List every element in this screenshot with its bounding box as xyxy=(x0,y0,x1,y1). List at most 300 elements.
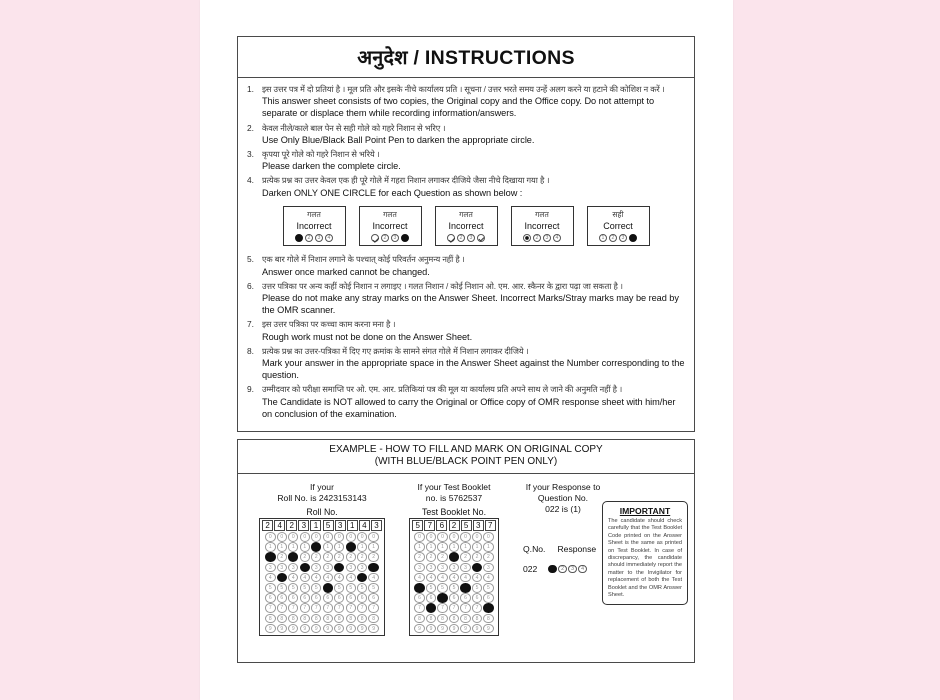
test-booklet-bubble[interactable]: 1 xyxy=(472,542,482,552)
roll-no-bubble[interactable]: 8 xyxy=(300,614,310,624)
test-booklet-bubble[interactable]: 7 xyxy=(449,603,459,613)
mark-example-label-english: Correct xyxy=(603,220,633,231)
roll-no-bubble[interactable]: 9 xyxy=(311,624,321,634)
test-booklet-bubble[interactable]: 1 xyxy=(483,542,493,552)
instruction-text-english: Please do not make any stray marks on the Answer Sheet. Incorrect Marks/Stray marks may be read by the OMR scanner. xyxy=(262,292,679,316)
test-booklet-bubble[interactable] xyxy=(483,603,493,613)
test-booklet-bubble[interactable] xyxy=(472,563,482,573)
roll-no-bubble[interactable]: 4 xyxy=(300,573,310,583)
roll-no-bubble[interactable]: 9 xyxy=(288,624,298,634)
test-booklet-bubble[interactable]: 1 xyxy=(426,542,436,552)
test-booklet-bubble[interactable]: 7 xyxy=(460,603,470,613)
roll-no-bubble[interactable]: 2 xyxy=(368,552,378,562)
test-booklet-bubble-row xyxy=(412,552,496,562)
roll-no-bubble[interactable]: 6 xyxy=(288,593,298,603)
roll-no-bubble[interactable] xyxy=(346,542,356,552)
test-booklet-bubble[interactable]: 3 xyxy=(460,563,470,573)
test-booklet-bubble[interactable]: 8 xyxy=(426,614,436,624)
roll-no-block xyxy=(252,482,392,636)
roll-no-bubble[interactable]: 4 xyxy=(368,573,378,583)
instructions-panel xyxy=(237,36,695,432)
test-booklet-bubble[interactable]: 4 xyxy=(483,573,493,583)
roll-no-bubble[interactable]: 5 xyxy=(368,583,378,593)
instruction-text-english: Answer once marked cannot be changed. xyxy=(262,266,430,277)
test-booklet-bubble[interactable]: 9 xyxy=(426,624,436,634)
roll-no-bubble[interactable]: 8 xyxy=(288,614,298,624)
test-booklet-digit-cell: 5 xyxy=(461,520,472,531)
test-booklet-bubble[interactable]: 1 xyxy=(460,542,470,552)
roll-no-bubble[interactable]: 2 xyxy=(334,552,344,562)
test-booklet-bubble[interactable]: 4 xyxy=(426,573,436,583)
roll-no-bubble[interactable]: 1 xyxy=(368,542,378,552)
response-answer-bubble[interactable]: 3 xyxy=(568,565,577,574)
roll-no-bubble[interactable]: 8 xyxy=(334,614,344,624)
answer-bubble: 2 xyxy=(305,234,314,243)
test-booklet-bubble-row xyxy=(412,624,496,634)
roll-no-digit-cell: 5 xyxy=(323,520,334,531)
roll-no-bubble[interactable]: 9 xyxy=(323,624,333,634)
roll-no-bubble[interactable]: 1 xyxy=(357,542,367,552)
instruction-text-hindi: उत्तर पत्रिका पर अन्य कहीं कोई निशान न लगाइए । गलत निशान / कोई निशान ओ. एम. आर. स्कैनर के द्वारा पढ़ा जा सकता है । xyxy=(262,281,623,291)
test-booklet-bubble[interactable]: 0 xyxy=(414,532,424,542)
instruction-text-hindi: एक बार गोले में निशान लगाने के पश्चात् कोई परिवर्तन अनुमन्य नहीं है । xyxy=(262,255,465,265)
roll-no-bubble-row xyxy=(262,542,382,552)
test-booklet-bubble[interactable] xyxy=(437,593,447,603)
roll-no-bubble[interactable]: 0 xyxy=(323,532,333,542)
response-table xyxy=(523,544,596,574)
roll-no-bubble[interactable]: 9 xyxy=(300,624,310,634)
test-booklet-bubble[interactable]: 2 xyxy=(426,552,436,562)
test-booklet-bubble[interactable] xyxy=(460,583,470,593)
roll-no-bubble[interactable]: 7 xyxy=(346,603,356,613)
roll-no-bubble[interactable]: 4 xyxy=(334,573,344,583)
test-booklet-bubble[interactable]: 2 xyxy=(414,552,424,562)
roll-no-bubble[interactable]: 8 xyxy=(368,614,378,624)
instruction-number: 2. xyxy=(247,122,254,133)
mark-example-label-hindi: गलत xyxy=(383,209,397,219)
roll-no-bubble[interactable]: 3 xyxy=(265,563,275,573)
response-table-row xyxy=(523,564,596,574)
test-booklet-digit-cell: 3 xyxy=(473,520,484,531)
response-caption-line1: If your Response to xyxy=(525,481,601,492)
instruction-text-english: Please darken the complete circle. xyxy=(262,161,401,172)
test-booklet-bubble[interactable]: 3 xyxy=(449,563,459,573)
roll-no-bubble[interactable]: 2 xyxy=(300,552,310,562)
roll-no-bubble[interactable]: 5 xyxy=(311,583,321,593)
test-booklet-bubble[interactable]: 7 xyxy=(472,603,482,613)
roll-no-bubble[interactable] xyxy=(277,573,287,583)
roll-no-bubble[interactable]: 7 xyxy=(277,603,287,613)
instruction-number: 9. xyxy=(247,384,254,395)
roll-no-bubble[interactable]: 4 xyxy=(288,573,298,583)
mark-example-box xyxy=(435,206,498,247)
test-booklet-bubble[interactable] xyxy=(449,552,459,562)
roll-no-bubble[interactable]: 0 xyxy=(368,532,378,542)
roll-no-digit-cell: 3 xyxy=(371,520,382,531)
test-booklet-grid[interactable] xyxy=(409,518,498,636)
roll-no-digit-cell: 2 xyxy=(286,520,297,531)
roll-no-bubble[interactable]: 4 xyxy=(346,573,356,583)
roll-no-bubble[interactable]: 9 xyxy=(368,624,378,634)
roll-no-bubble[interactable]: 0 xyxy=(346,532,356,542)
test-booklet-bubble[interactable]: 9 xyxy=(460,624,470,634)
instruction-number: 3. xyxy=(247,149,254,160)
roll-no-digit-row xyxy=(262,520,382,531)
test-booklet-bubble[interactable]: 5 xyxy=(483,583,493,593)
roll-no-bubble[interactable]: 2 xyxy=(311,552,321,562)
roll-no-bubble[interactable]: 6 xyxy=(311,593,321,603)
roll-no-bubble[interactable] xyxy=(334,563,344,573)
mark-example-label-hindi: सही xyxy=(612,209,624,219)
test-booklet-bubble[interactable]: 6 xyxy=(483,593,493,603)
roll-no-digit-cell: 1 xyxy=(310,520,321,531)
roll-no-bubble[interactable]: 2 xyxy=(323,552,333,562)
roll-no-caption-line1: If your xyxy=(310,481,334,492)
roll-no-bubble[interactable]: 9 xyxy=(357,624,367,634)
roll-no-bubble[interactable]: 2 xyxy=(346,552,356,562)
test-booklet-bubble[interactable]: 2 xyxy=(437,552,447,562)
test-booklet-bubble-row xyxy=(412,603,496,613)
roll-no-bubble[interactable]: 1 xyxy=(323,542,333,552)
roll-no-bubble[interactable] xyxy=(288,552,298,562)
test-booklet-bubble[interactable]: 7 xyxy=(437,603,447,613)
roll-no-bubble[interactable]: 7 xyxy=(265,603,275,613)
instruction-number: 1. xyxy=(247,84,254,94)
instruction-text-english: Darken ONLY ONE CIRCLE for each Question as shown below : xyxy=(262,187,523,198)
test-booklet-bubble[interactable]: 1 xyxy=(437,542,447,552)
roll-no-bubble[interactable]: 0 xyxy=(334,532,344,542)
test-booklet-bubble[interactable]: 9 xyxy=(437,624,447,634)
response-caption-line3: 022 is (1) xyxy=(545,503,581,514)
test-booklet-bubble-row xyxy=(412,542,496,552)
roll-no-bubble[interactable]: 7 xyxy=(368,603,378,613)
instruction-text-hindi: कृपया पूरे गोले को गहरे निशान से भरिये । xyxy=(262,150,380,160)
test-booklet-bubble[interactable]: 5 xyxy=(437,583,447,593)
important-notice-box xyxy=(602,501,688,605)
roll-no-bubble-row xyxy=(262,603,382,613)
roll-no-bubble[interactable]: 2 xyxy=(357,552,367,562)
roll-no-bubble[interactable]: 7 xyxy=(300,603,310,613)
test-booklet-bubble[interactable]: 6 xyxy=(426,593,436,603)
mark-example-box xyxy=(359,206,422,247)
roll-no-bubble[interactable]: 0 xyxy=(311,532,321,542)
roll-no-bubble[interactable]: 0 xyxy=(288,532,298,542)
test-booklet-bubble-row xyxy=(412,563,496,573)
mark-example-label-english: Incorrect xyxy=(296,220,332,231)
test-booklet-caption-line2: no. is 5762537 xyxy=(425,492,483,503)
roll-no-bubble-row xyxy=(262,614,382,624)
instructions-list xyxy=(247,84,685,420)
example-body xyxy=(238,474,694,658)
test-booklet-bubble[interactable]: 5 xyxy=(449,583,459,593)
test-booklet-bubble[interactable]: 6 xyxy=(414,593,424,603)
test-booklet-digit-cell: 5 xyxy=(412,520,423,531)
instruction-text-hindi: इस उत्तर पत्र में दो प्रतियां है । मूल प्रति और इसके नीचे कार्यालय प्रति । सूचना / उत्तर भरते समय उन्हें अलग करने या हटाने की कोशिश न करें । xyxy=(262,85,665,94)
roll-no-bubble-row xyxy=(262,552,382,562)
instruction-number: 7. xyxy=(247,319,254,330)
roll-no-bubble[interactable]: 9 xyxy=(346,624,356,634)
roll-no-bubble[interactable]: 7 xyxy=(334,603,344,613)
mark-example-label-hindi: गलत xyxy=(307,209,321,219)
test-booklet-digit-cell: 2 xyxy=(449,520,460,531)
roll-no-bubble[interactable]: 9 xyxy=(265,624,275,634)
roll-no-bubble[interactable] xyxy=(323,583,333,593)
instruction-text-hindi: प्रत्येक प्रश्न का उत्तर-पत्रिका में दिए गए क्रमांक के सामने संगत गोले में निशान लगाकर दीजिये । xyxy=(262,346,529,356)
answer-bubble: 2 xyxy=(457,234,466,243)
test-booklet-bubble[interactable]: 6 xyxy=(460,593,470,603)
roll-no-bubble[interactable]: 5 xyxy=(277,583,287,593)
test-booklet-bubble[interactable] xyxy=(414,583,424,593)
response-block xyxy=(513,481,613,574)
test-booklet-digit-cell: 6 xyxy=(436,520,447,531)
answer-bubble xyxy=(371,234,380,243)
roll-no-bubble[interactable]: 5 xyxy=(300,583,310,593)
roll-no-bubble[interactable]: 7 xyxy=(288,603,298,613)
test-booklet-bubble[interactable]: 8 xyxy=(437,614,447,624)
instruction-text-english: Mark your answer in the appropriate space in the Answer Sheet against the Number corresponding to the question. xyxy=(262,357,685,381)
roll-no-bubble[interactable]: 6 xyxy=(265,593,275,603)
roll-no-bubble[interactable]: 3 xyxy=(311,563,321,573)
test-booklet-bubble[interactable]: 2 xyxy=(483,552,493,562)
roll-no-bubble[interactable]: 8 xyxy=(346,614,356,624)
test-booklet-bubble[interactable]: 3 xyxy=(483,563,493,573)
roll-no-bubble[interactable]: 9 xyxy=(334,624,344,634)
roll-no-bubble[interactable]: 8 xyxy=(311,614,321,624)
test-booklet-bubble[interactable]: 8 xyxy=(449,614,459,624)
instruction-text-hindi: केवल नीले/काले बाल पेन से सही गोले को गहरे निशान से भरिए । xyxy=(262,123,446,133)
roll-no-bubble[interactable]: 3 xyxy=(346,563,356,573)
roll-no-bubble[interactable]: 6 xyxy=(368,593,378,603)
test-booklet-bubble[interactable]: 4 xyxy=(460,573,470,583)
example-heading-line1: EXAMPLE - HOW TO FILL AND MARK ON ORIGINAL COPY xyxy=(329,443,603,455)
instruction-item xyxy=(247,281,685,317)
test-booklet-bubble[interactable]: 2 xyxy=(472,552,482,562)
roll-no-digit-cell: 4 xyxy=(274,520,285,531)
response-answer-bubble[interactable]: 2 xyxy=(558,565,567,574)
test-booklet-bubble[interactable]: 3 xyxy=(414,563,424,573)
col-header-response: Response xyxy=(557,543,597,554)
test-booklet-bubble[interactable]: 6 xyxy=(472,593,482,603)
instruction-text-hindi: उम्मीदवार को परीक्षा समाप्ति पर ओ. एम. आर. प्रतिकियां पत्र की मूल या कार्यालय प्रति अपने साथ ले जाने की अनुमति नहीं है । xyxy=(262,385,623,395)
roll-no-bubble[interactable]: 4 xyxy=(311,573,321,583)
roll-no-bubble[interactable]: 6 xyxy=(323,593,333,603)
mark-example-box xyxy=(511,206,574,247)
mark-example-label-english: Incorrect xyxy=(524,220,560,231)
roll-no-bubble[interactable]: 1 xyxy=(265,542,275,552)
test-booklet-bubble-row xyxy=(412,573,496,583)
test-booklet-bubble-row xyxy=(412,593,496,603)
instruction-item xyxy=(247,84,685,120)
test-booklet-bubble[interactable] xyxy=(426,603,436,613)
instruction-item xyxy=(247,149,685,172)
test-booklet-bubble[interactable]: 8 xyxy=(460,614,470,624)
roll-no-bubble[interactable]: 5 xyxy=(346,583,356,593)
test-booklet-bubble[interactable]: 4 xyxy=(449,573,459,583)
roll-no-bubble[interactable]: 8 xyxy=(277,614,287,624)
test-booklet-bubble[interactable]: 0 xyxy=(426,532,436,542)
test-booklet-bubble[interactable]: 8 xyxy=(472,614,482,624)
instruction-text-english: Use Only Blue/Black Ball Point Pen to darken the appropriate circle. xyxy=(262,134,535,145)
roll-no-bubble[interactable]: 0 xyxy=(277,532,287,542)
instruction-item xyxy=(247,346,685,382)
roll-no-bubble[interactable]: 1 xyxy=(334,542,344,552)
roll-no-bubble[interactable]: 1 xyxy=(300,542,310,552)
roll-no-bubble[interactable]: 5 xyxy=(357,583,367,593)
roll-no-bubble[interactable]: 3 xyxy=(323,563,333,573)
test-booklet-bubble-row xyxy=(412,532,496,542)
response-answer-bubble[interactable]: 4 xyxy=(578,565,587,574)
roll-no-bubble[interactable] xyxy=(311,542,321,552)
answer-bubble xyxy=(629,234,638,243)
test-booklet-bubble[interactable]: 4 xyxy=(414,573,424,583)
mark-example-bubble-row xyxy=(514,234,571,243)
test-booklet-bubble[interactable]: 0 xyxy=(449,532,459,542)
test-booklet-bubble[interactable]: 1 xyxy=(449,542,459,552)
test-booklet-digit-cell: 7 xyxy=(424,520,435,531)
roll-no-digit-cell: 1 xyxy=(347,520,358,531)
roll-no-bubble[interactable]: 8 xyxy=(265,614,275,624)
mark-example-label-english: Incorrect xyxy=(448,220,484,231)
important-text: The candidate should check carefully that the Test Booklet Code printed on the Answer Sheet is the same as printed on Test Booklet. In case of discrepancy, the candidate should immediately report the matter to the Invigilator for replacement of both the Test Booklet and the OMR Answer Sheet. xyxy=(608,517,682,599)
roll-no-bubble[interactable]: 0 xyxy=(300,532,310,542)
answer-bubble: 2 xyxy=(381,234,390,243)
roll-no-digit-cell: 2 xyxy=(262,520,273,531)
mark-example-label-hindi: गलत xyxy=(459,209,473,219)
instruction-text-hindi: प्रत्येक प्रश्न का उत्तर केवल एक ही पूरे गोले में गहरा निशान लगाकर दीजिये जैसा नीचे दिखाया गया है । xyxy=(262,176,550,186)
test-booklet-bubble[interactable]: 9 xyxy=(483,624,493,634)
instruction-text-english: This answer sheet consists of two copies, the Original copy and the Office copy. Do not attempt to separate or displace them while recording information/answers. xyxy=(262,96,655,119)
roll-no-bubble[interactable]: 6 xyxy=(300,593,310,603)
test-booklet-bubble[interactable]: 3 xyxy=(437,563,447,573)
roll-no-bubble[interactable]: 0 xyxy=(357,532,367,542)
mark-example-box xyxy=(283,206,346,247)
test-booklet-bubble[interactable]: 3 xyxy=(426,563,436,573)
roll-no-bubble[interactable]: 0 xyxy=(265,532,275,542)
roll-no-bubble[interactable]: 6 xyxy=(346,593,356,603)
roll-no-bubble[interactable] xyxy=(368,563,378,573)
instruction-text-hindi: इस उत्तर पत्रिका पर कच्चा काम करना मना है । xyxy=(262,320,396,330)
roll-no-bubble[interactable]: 5 xyxy=(265,583,275,593)
test-booklet-bubble[interactable]: 5 xyxy=(472,583,482,593)
mark-example-label-hindi: गलत xyxy=(535,209,549,219)
roll-no-bubble[interactable]: 6 xyxy=(357,593,367,603)
roll-no-bubble[interactable]: 8 xyxy=(357,614,367,624)
roll-no-bubble[interactable]: 2 xyxy=(277,552,287,562)
instruction-item xyxy=(247,384,685,420)
test-booklet-digit-row xyxy=(412,520,496,531)
roll-no-bubble[interactable] xyxy=(300,563,310,573)
answer-bubble: 3 xyxy=(543,234,552,243)
test-booklet-bubble[interactable]: 0 xyxy=(483,532,493,542)
roll-no-bubble[interactable]: 7 xyxy=(323,603,333,613)
roll-no-bubble[interactable]: 4 xyxy=(265,573,275,583)
roll-no-bubble[interactable]: 1 xyxy=(288,542,298,552)
roll-no-bubble[interactable]: 6 xyxy=(277,593,287,603)
roll-no-digit-cell: 3 xyxy=(335,520,346,531)
instruction-item xyxy=(247,319,685,342)
roll-no-bubble[interactable]: 7 xyxy=(357,603,367,613)
page-title: अनुदेश / INSTRUCTIONS xyxy=(238,37,694,78)
roll-no-bubble[interactable]: 3 xyxy=(357,563,367,573)
roll-no-bubble[interactable]: 3 xyxy=(288,563,298,573)
test-booklet-bubble[interactable]: 9 xyxy=(472,624,482,634)
test-booklet-bubble[interactable]: 1 xyxy=(414,542,424,552)
roll-no-bubble[interactable]: 1 xyxy=(277,542,287,552)
mark-example-bubble-row xyxy=(286,234,343,243)
test-booklet-bubble[interactable]: 0 xyxy=(472,532,482,542)
roll-no-bubble[interactable]: 6 xyxy=(334,593,344,603)
roll-no-bubble[interactable]: 7 xyxy=(311,603,321,613)
test-booklet-bubble[interactable]: 5 xyxy=(426,583,436,593)
test-booklet-bubble[interactable]: 9 xyxy=(449,624,459,634)
answer-bubble: 3 xyxy=(391,234,400,243)
roll-no-bubble[interactable]: 5 xyxy=(288,583,298,593)
test-booklet-grid-label: Test Booklet No. xyxy=(421,506,487,517)
test-booklet-bubble[interactable]: 2 xyxy=(460,552,470,562)
test-booklet-bubble[interactable]: 0 xyxy=(437,532,447,542)
test-booklet-digit-cell: 7 xyxy=(485,520,496,531)
response-bubble-row[interactable] xyxy=(548,565,587,574)
response-answer-bubble[interactable] xyxy=(548,565,557,574)
roll-no-bubble-row xyxy=(262,624,382,634)
roll-no-grid[interactable] xyxy=(259,518,384,636)
instruction-text-english: Rough work must not be done on the Answer Sheet. xyxy=(262,331,473,342)
roll-no-grid-label: Roll No. xyxy=(306,506,338,517)
col-header-qno: Q.No. xyxy=(523,543,546,554)
roll-no-bubble[interactable] xyxy=(265,552,275,562)
instruction-item xyxy=(247,123,685,146)
example-heading-line2: (WITH BLUE/BLACK POINT PEN ONLY) xyxy=(374,456,558,468)
answer-bubble xyxy=(523,234,532,243)
test-booklet-bubble[interactable]: 9 xyxy=(414,624,424,634)
roll-no-bubble[interactable]: 5 xyxy=(334,583,344,593)
test-booklet-caption xyxy=(398,482,510,504)
answer-bubble: 4 xyxy=(325,234,334,243)
answer-bubble: 2 xyxy=(609,234,618,243)
instruction-item xyxy=(247,175,685,198)
instruction-number: 4. xyxy=(247,175,254,186)
test-booklet-caption-line1: If your Test Booklet xyxy=(417,481,491,492)
answer-bubble: 1 xyxy=(599,234,608,243)
test-booklet-bubble[interactable]: 8 xyxy=(483,614,493,624)
answer-bubble xyxy=(477,234,486,243)
roll-no-bubble[interactable]: 4 xyxy=(323,573,333,583)
roll-no-bubble[interactable] xyxy=(357,573,367,583)
instruction-text-english: The Candidate is NOT allowed to carry the Original or Office copy of OMR response sheet with him/her on conclusion of the examination. xyxy=(262,396,676,419)
mark-examples-row xyxy=(247,206,685,247)
test-booklet-bubble[interactable]: 7 xyxy=(414,603,424,613)
roll-no-bubble-row xyxy=(262,573,382,583)
roll-no-bubble[interactable]: 8 xyxy=(323,614,333,624)
roll-no-bubble[interactable]: 3 xyxy=(277,563,287,573)
response-table-header xyxy=(523,544,596,554)
answer-bubble: 4 xyxy=(553,234,562,243)
test-booklet-bubble[interactable]: 4 xyxy=(472,573,482,583)
qno-value: 022 xyxy=(523,563,538,574)
test-booklet-bubble[interactable]: 0 xyxy=(460,532,470,542)
test-booklet-bubble[interactable]: 8 xyxy=(414,614,424,624)
example-heading xyxy=(238,440,694,474)
roll-no-digit-cell: 3 xyxy=(298,520,309,531)
test-booklet-bubble[interactable]: 4 xyxy=(437,573,447,583)
mark-example-bubble-row xyxy=(362,234,419,243)
roll-no-digit-cell: 4 xyxy=(359,520,370,531)
test-booklet-bubble[interactable]: 6 xyxy=(449,593,459,603)
example-panel xyxy=(237,439,695,663)
roll-no-bubble[interactable]: 9 xyxy=(277,624,287,634)
mark-example-bubble-row xyxy=(590,234,647,243)
response-caption-line2: Question No. xyxy=(537,492,589,503)
